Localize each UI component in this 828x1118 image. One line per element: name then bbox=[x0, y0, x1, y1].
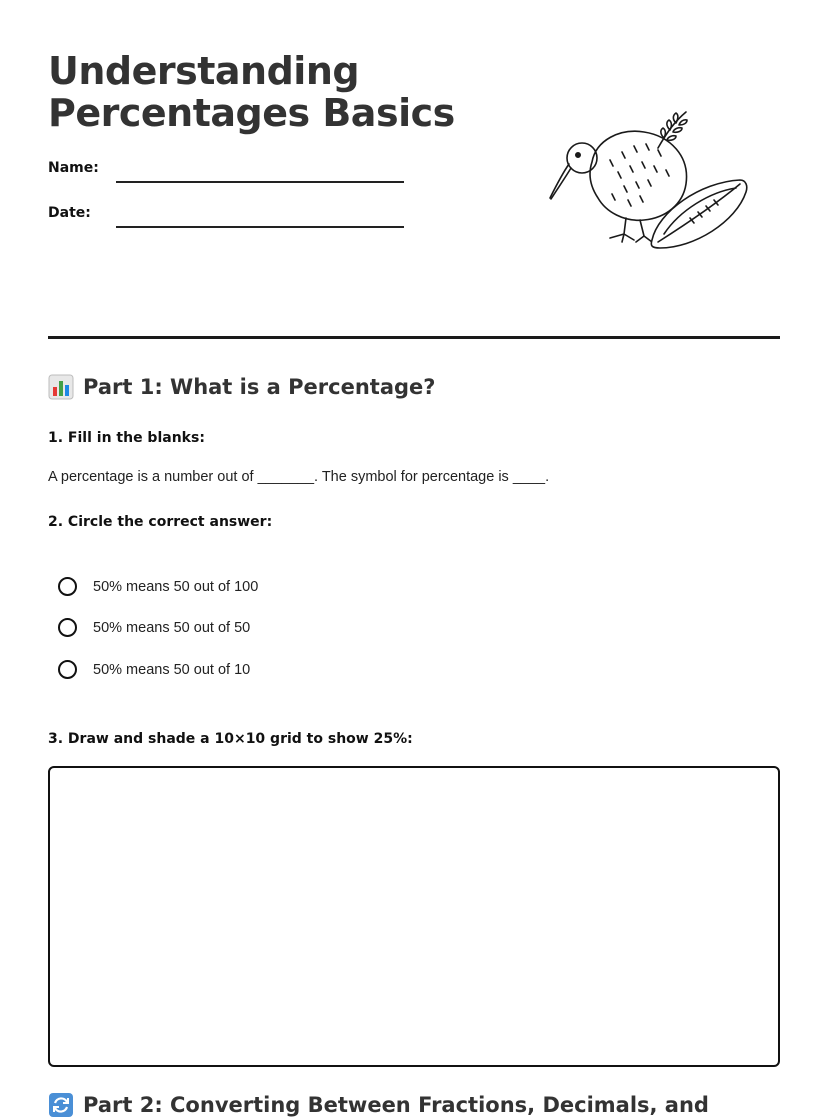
option-label: 50% means 50 out of 100 bbox=[93, 578, 259, 595]
title-line-2: Percentages Basics bbox=[48, 91, 455, 135]
part2-heading bbox=[48, 1092, 709, 1118]
answer-option-3[interactable] bbox=[58, 660, 250, 679]
part1-heading bbox=[48, 374, 435, 400]
question-2-label: 2. Circle the correct answer: bbox=[48, 514, 273, 530]
arrows-cycle-icon bbox=[48, 1092, 74, 1118]
name-label: Name: bbox=[48, 160, 99, 176]
question-1-label: 1. Fill in the blanks: bbox=[48, 430, 205, 446]
worksheet-title bbox=[48, 50, 455, 134]
question-3-label: 3. Draw and shade a 10×10 grid to show 25%: bbox=[48, 731, 413, 747]
answer-option-1[interactable] bbox=[58, 577, 258, 596]
drawing-area[interactable] bbox=[48, 766, 780, 1067]
kiwi-illustration bbox=[540, 100, 760, 260]
name-line[interactable] bbox=[116, 181, 404, 183]
part2-heading-text: Part 2: Converting Between Fractions, Decimals, and bbox=[83, 1093, 709, 1117]
date-line[interactable] bbox=[116, 226, 404, 228]
bar-chart-icon bbox=[48, 374, 74, 400]
header-divider bbox=[48, 336, 780, 339]
answer-option-2[interactable] bbox=[58, 618, 250, 637]
title-line-1: Understanding bbox=[48, 49, 360, 93]
option-label: 50% means 50 out of 50 bbox=[93, 619, 251, 636]
radio-circle-icon[interactable] bbox=[58, 577, 77, 596]
radio-circle-icon[interactable] bbox=[58, 660, 77, 679]
part1-heading-text: Part 1: What is a Percentage? bbox=[83, 375, 436, 399]
option-label: 50% means 50 out of 10 bbox=[93, 661, 251, 678]
question-1-text: A percentage is a number out of _______. The symbol for percentage is ____. bbox=[48, 469, 550, 485]
radio-circle-icon[interactable] bbox=[58, 618, 77, 637]
date-label: Date: bbox=[48, 205, 91, 221]
